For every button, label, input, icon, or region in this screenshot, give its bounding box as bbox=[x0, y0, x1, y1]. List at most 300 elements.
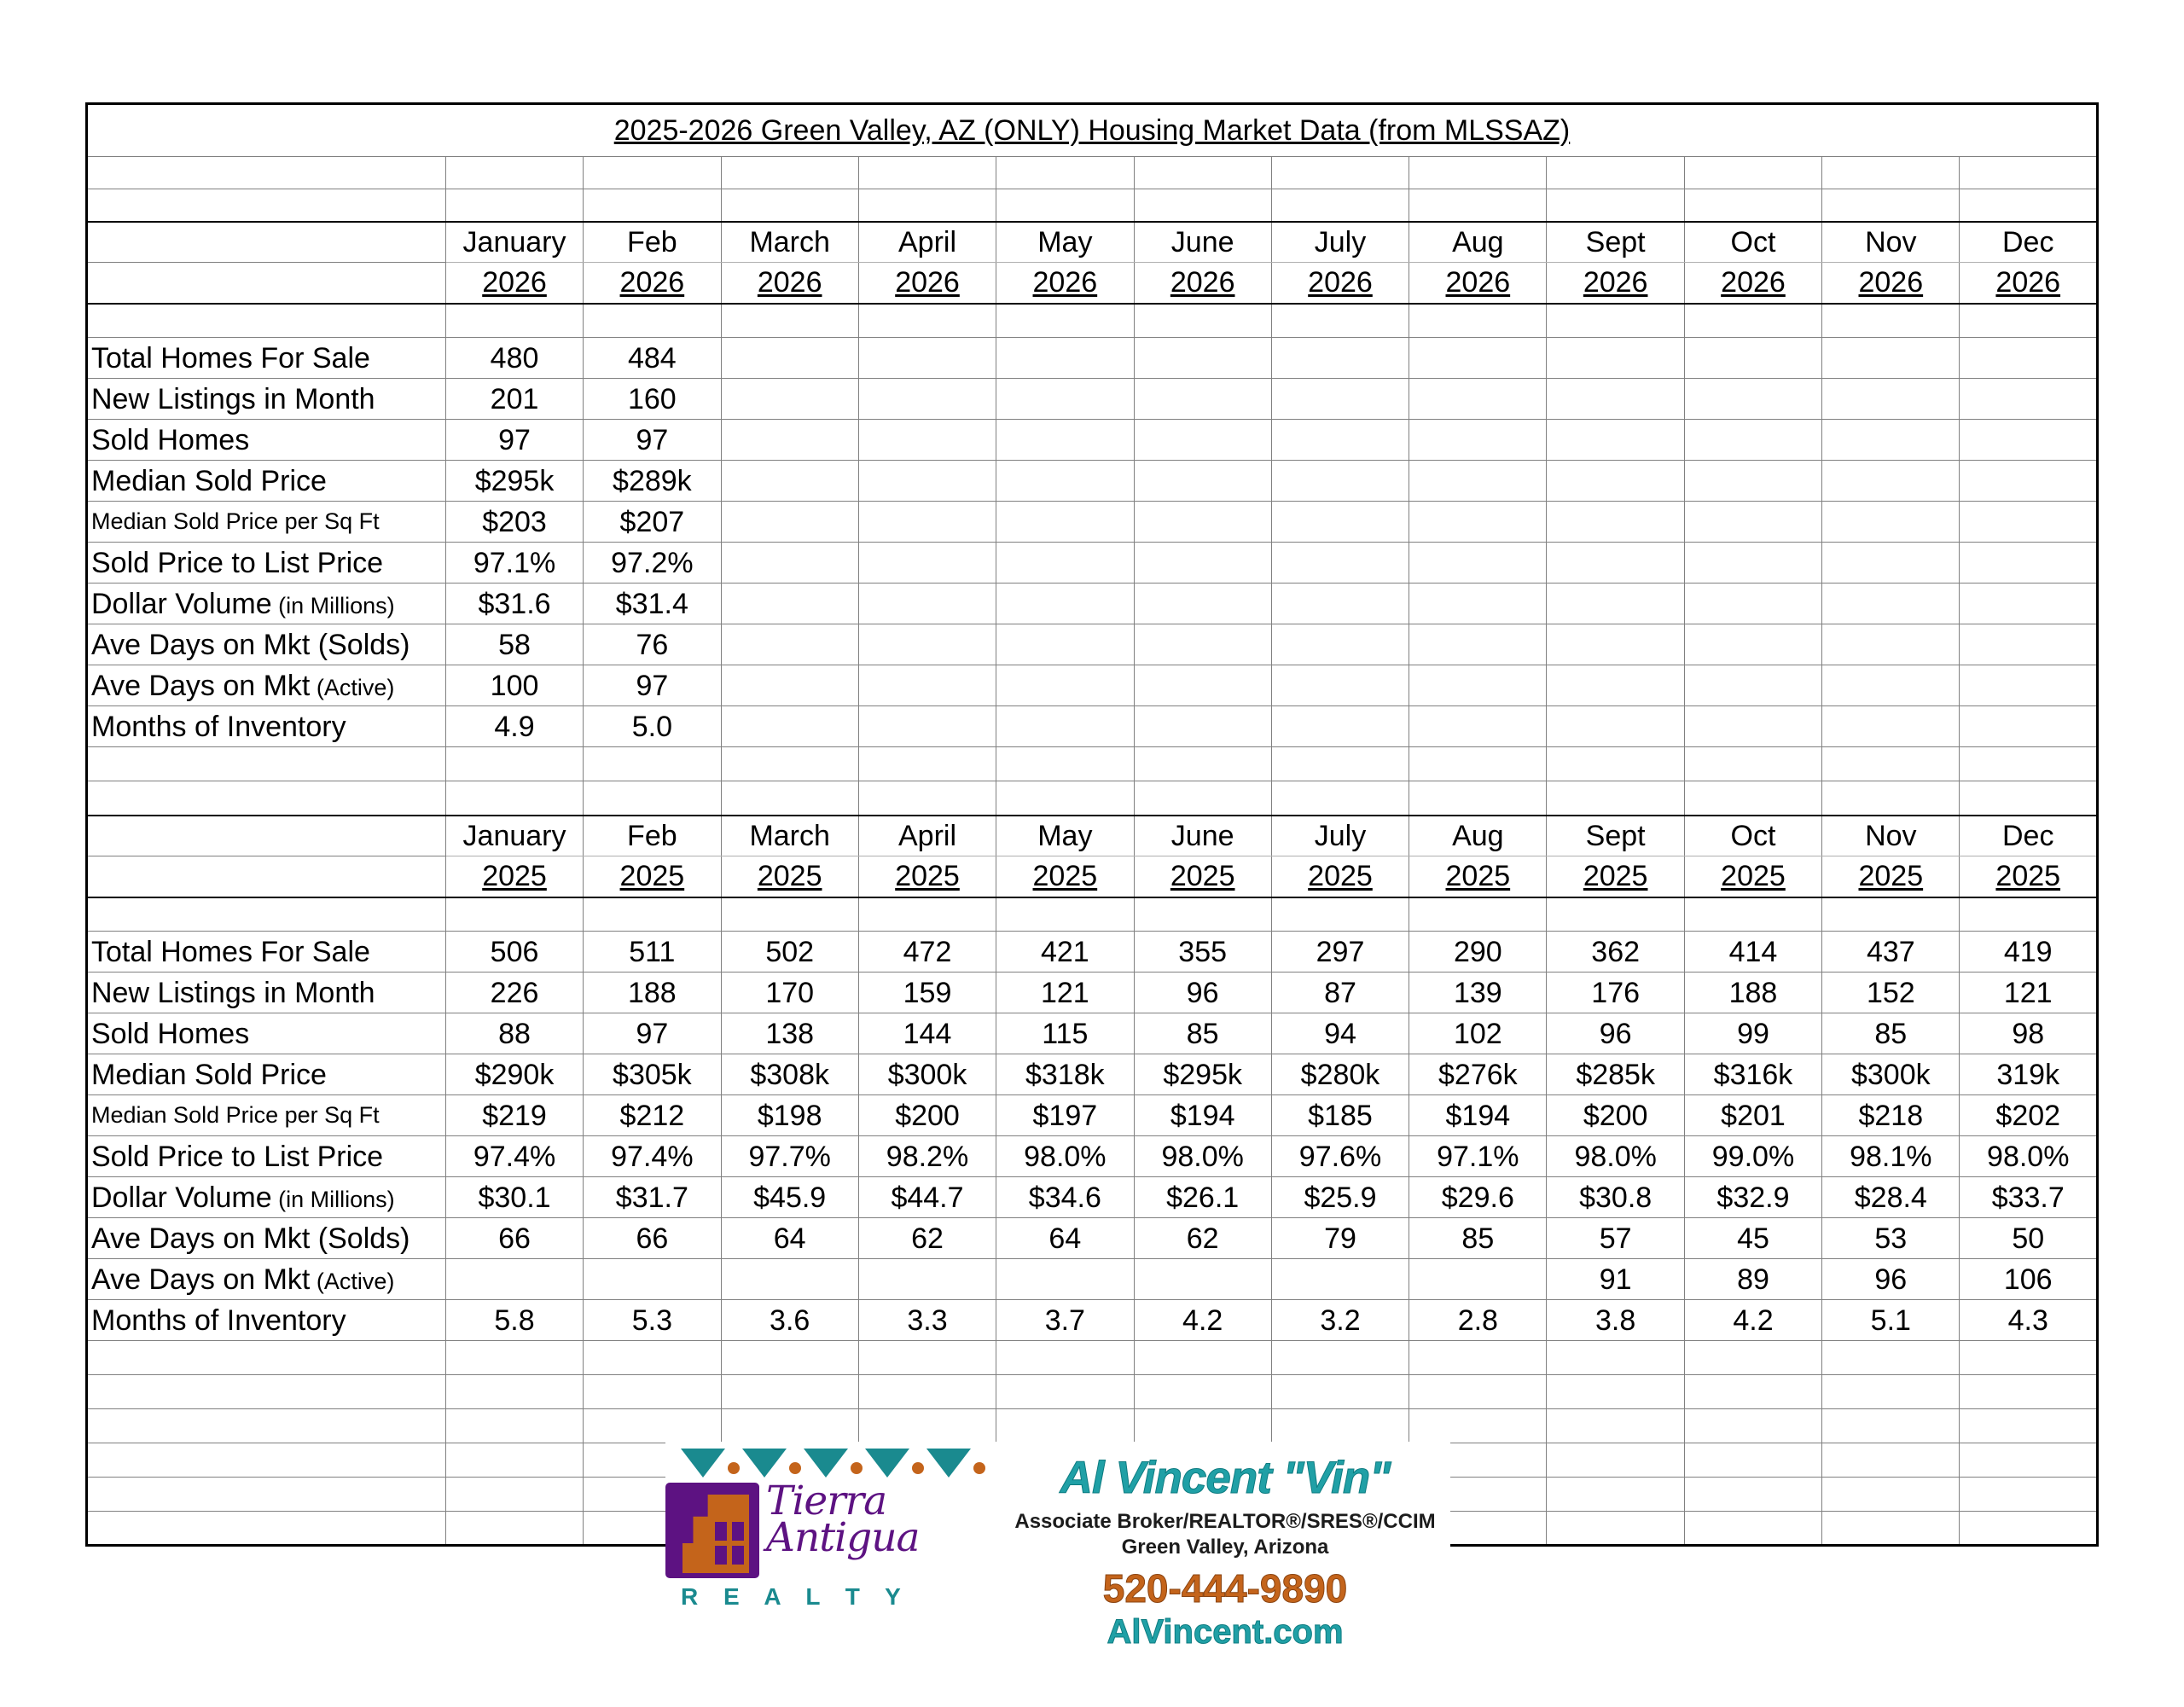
data-cell: 176 bbox=[1547, 973, 1684, 1013]
empty-cell bbox=[87, 1375, 446, 1409]
empty-cell bbox=[87, 1409, 446, 1443]
column-header-year bbox=[1134, 856, 1271, 897]
data-cell: 160 bbox=[584, 379, 721, 420]
empty-cell bbox=[1960, 897, 2098, 932]
empty-cell bbox=[445, 157, 583, 189]
column-header-year-text: 2025 bbox=[1721, 860, 1786, 893]
empty-cell bbox=[584, 304, 721, 338]
data-cell bbox=[996, 584, 1134, 624]
data-cell: $198 bbox=[721, 1095, 858, 1136]
data-cell: 414 bbox=[1684, 932, 1821, 973]
page-title-text: 2025-2026 Green Valley, AZ (ONLY) Housing Market Data (from MLSSAZ) bbox=[613, 114, 1571, 147]
data-cell: 506 bbox=[445, 932, 583, 973]
data-cell: $25.9 bbox=[1271, 1177, 1409, 1218]
data-cell bbox=[1271, 338, 1409, 379]
data-cell bbox=[1822, 584, 1960, 624]
data-cell bbox=[858, 543, 996, 584]
row-label-sub: (in Millions) bbox=[271, 592, 395, 618]
empty-cell bbox=[1409, 747, 1547, 781]
table-row bbox=[87, 222, 2098, 263]
empty-cell bbox=[1822, 304, 1960, 338]
data-cell: 85 bbox=[1822, 1013, 1960, 1054]
empty-cell bbox=[87, 157, 446, 189]
empty-cell bbox=[445, 781, 583, 816]
dot-icon bbox=[912, 1462, 924, 1474]
empty-cell bbox=[1960, 781, 2098, 816]
table-row bbox=[87, 747, 2098, 781]
data-cell bbox=[1684, 461, 1821, 502]
data-cell bbox=[1409, 624, 1547, 665]
table-row bbox=[87, 189, 2098, 222]
column-header-year-text: 2026 bbox=[757, 266, 822, 299]
column-header-year-text: 2026 bbox=[1032, 266, 1098, 299]
data-cell: $207 bbox=[584, 502, 721, 543]
data-cell bbox=[1547, 543, 1684, 584]
data-cell bbox=[1271, 584, 1409, 624]
empty-cell bbox=[1409, 304, 1547, 338]
empty-cell bbox=[584, 897, 721, 932]
empty-cell bbox=[87, 1341, 446, 1375]
empty-cell bbox=[1822, 1341, 1960, 1375]
data-cell: $219 bbox=[445, 1095, 583, 1136]
data-cell: 362 bbox=[1547, 932, 1684, 973]
table-row bbox=[87, 543, 2098, 584]
data-cell: $318k bbox=[996, 1054, 1134, 1095]
empty-cell bbox=[1271, 1341, 1409, 1375]
data-cell bbox=[1960, 706, 2098, 747]
row-label: Median Sold Price per Sq Ft bbox=[87, 502, 446, 543]
empty-cell bbox=[1547, 747, 1684, 781]
data-cell: 85 bbox=[1409, 1218, 1547, 1259]
column-header-year-text: 2026 bbox=[895, 266, 960, 299]
header-row-year-blank bbox=[87, 263, 446, 304]
empty-cell bbox=[1409, 897, 1547, 932]
empty-cell bbox=[1684, 897, 1821, 932]
column-header-year-text: 2026 bbox=[1583, 266, 1648, 299]
data-cell: 97.1% bbox=[445, 543, 583, 584]
column-header-year-text: 2026 bbox=[1995, 266, 2061, 299]
column-header-month: March bbox=[721, 222, 858, 263]
column-header-month: Oct bbox=[1684, 222, 1821, 263]
agent-location: Green Valley, Arizona bbox=[1121, 1536, 1329, 1559]
empty-cell bbox=[445, 747, 583, 781]
data-cell bbox=[996, 543, 1134, 584]
data-cell: $30.8 bbox=[1547, 1177, 1684, 1218]
empty-cell bbox=[721, 1409, 858, 1443]
row-label: Ave Days on Mkt (Solds) bbox=[87, 624, 446, 665]
data-cell: 4.9 bbox=[445, 706, 583, 747]
row-label: New Listings in Month bbox=[87, 973, 446, 1013]
spreadsheet bbox=[85, 102, 2099, 1547]
data-cell bbox=[1822, 543, 1960, 584]
data-cell bbox=[1822, 706, 1960, 747]
empty-cell bbox=[1547, 157, 1684, 189]
empty-cell bbox=[858, 157, 996, 189]
data-cell bbox=[1409, 461, 1547, 502]
data-cell bbox=[996, 461, 1134, 502]
data-cell bbox=[1134, 502, 1271, 543]
row-label-sub: (Active) bbox=[310, 1268, 395, 1294]
row-label: Dollar Volume (in Millions) bbox=[87, 584, 446, 624]
empty-cell bbox=[87, 189, 446, 222]
data-cell: $45.9 bbox=[721, 1177, 858, 1218]
data-cell bbox=[721, 502, 858, 543]
column-header-year bbox=[1960, 263, 2098, 304]
data-cell: 3.2 bbox=[1271, 1300, 1409, 1341]
data-cell: 62 bbox=[858, 1218, 996, 1259]
data-cell: $30.1 bbox=[445, 1177, 583, 1218]
data-cell: 66 bbox=[445, 1218, 583, 1259]
data-cell bbox=[1684, 502, 1821, 543]
data-cell bbox=[1134, 420, 1271, 461]
empty-cell bbox=[721, 897, 858, 932]
table-row bbox=[87, 1095, 2098, 1136]
data-cell bbox=[721, 338, 858, 379]
row-label: Months of Inventory bbox=[87, 1300, 446, 1341]
column-header-year bbox=[1960, 856, 2098, 897]
data-cell bbox=[1822, 338, 1960, 379]
column-header-month: March bbox=[721, 816, 858, 856]
empty-cell bbox=[1822, 1375, 1960, 1409]
data-cell bbox=[445, 1259, 583, 1300]
data-cell bbox=[1822, 624, 1960, 665]
data-cell: 170 bbox=[721, 973, 858, 1013]
data-cell: 106 bbox=[1960, 1259, 2098, 1300]
empty-cell bbox=[996, 157, 1134, 189]
data-cell bbox=[858, 1259, 996, 1300]
header-row-label-blank bbox=[87, 222, 446, 263]
agent-phone[interactable]: 520-444-9890 bbox=[1102, 1566, 1348, 1611]
data-cell bbox=[1547, 624, 1684, 665]
data-cell: $28.4 bbox=[1822, 1177, 1960, 1218]
data-cell bbox=[1684, 665, 1821, 706]
data-cell bbox=[1547, 502, 1684, 543]
table-row bbox=[87, 584, 2098, 624]
data-cell: 419 bbox=[1960, 932, 2098, 973]
data-cell: 87 bbox=[1271, 973, 1409, 1013]
data-cell bbox=[996, 379, 1134, 420]
data-cell: 121 bbox=[996, 973, 1134, 1013]
empty-cell bbox=[858, 304, 996, 338]
data-cell bbox=[1960, 584, 2098, 624]
table-row bbox=[87, 338, 2098, 379]
data-cell bbox=[1960, 379, 2098, 420]
data-cell: 319k bbox=[1960, 1054, 2098, 1095]
empty-cell bbox=[1547, 1375, 1684, 1409]
data-cell: $197 bbox=[996, 1095, 1134, 1136]
empty-cell bbox=[1409, 157, 1547, 189]
empty-cell bbox=[858, 1409, 996, 1443]
dot-icon bbox=[789, 1462, 801, 1474]
table-row bbox=[87, 1259, 2098, 1300]
data-cell: 85 bbox=[1134, 1013, 1271, 1054]
column-header-year-text: 2025 bbox=[619, 860, 685, 893]
data-cell: 3.8 bbox=[1547, 1300, 1684, 1341]
data-cell bbox=[1684, 338, 1821, 379]
empty-cell bbox=[1684, 1409, 1821, 1443]
data-cell bbox=[584, 1259, 721, 1300]
empty-cell bbox=[858, 1341, 996, 1375]
adobe-house-icon bbox=[665, 1483, 759, 1578]
data-cell: $32.9 bbox=[1684, 1177, 1821, 1218]
column-header-month: Nov bbox=[1822, 222, 1960, 263]
empty-cell bbox=[1684, 304, 1821, 338]
data-cell: 99.0% bbox=[1684, 1136, 1821, 1177]
data-cell bbox=[996, 624, 1134, 665]
empty-cell bbox=[1547, 897, 1684, 932]
column-header-year-text: 2025 bbox=[1032, 860, 1098, 893]
table-row bbox=[87, 816, 2098, 856]
data-cell: 5.0 bbox=[584, 706, 721, 747]
empty-cell bbox=[721, 157, 858, 189]
column-header-month: January bbox=[445, 816, 583, 856]
column-header-year-text: 2025 bbox=[1858, 860, 1924, 893]
empty-cell bbox=[445, 304, 583, 338]
data-cell: $200 bbox=[858, 1095, 996, 1136]
column-header-year-text: 2025 bbox=[1170, 860, 1235, 893]
data-cell: 62 bbox=[1134, 1218, 1271, 1259]
data-cell bbox=[1547, 461, 1684, 502]
data-cell bbox=[721, 624, 858, 665]
data-cell: 97 bbox=[584, 665, 721, 706]
data-cell: 97 bbox=[445, 420, 583, 461]
agent-title: Associate Broker/REALTOR®/SRES®/CCIM bbox=[1014, 1510, 1436, 1533]
table-row bbox=[87, 706, 2098, 747]
empty-cell bbox=[996, 304, 1134, 338]
column-header-year-text: 2025 bbox=[482, 860, 547, 893]
table-row bbox=[87, 1013, 2098, 1054]
data-cell: 94 bbox=[1271, 1013, 1409, 1054]
data-cell: $276k bbox=[1409, 1054, 1547, 1095]
empty-cell bbox=[584, 1341, 721, 1375]
column-header-month: April bbox=[858, 222, 996, 263]
column-header-year-text: 2026 bbox=[1170, 266, 1235, 299]
data-cell: 100 bbox=[445, 665, 583, 706]
data-cell bbox=[1960, 461, 2098, 502]
empty-cell bbox=[1960, 157, 2098, 189]
table-row bbox=[87, 263, 2098, 304]
column-header-month: January bbox=[445, 222, 583, 263]
data-cell: 97 bbox=[584, 1013, 721, 1054]
column-header-month: July bbox=[1271, 222, 1409, 263]
data-cell: 188 bbox=[1684, 973, 1821, 1013]
data-cell bbox=[721, 543, 858, 584]
empty-cell bbox=[87, 781, 446, 816]
row-label: Ave Days on Mkt (Active) bbox=[87, 665, 446, 706]
dot-icon bbox=[851, 1462, 863, 1474]
data-cell: 98.0% bbox=[1960, 1136, 2098, 1177]
empty-cell bbox=[1271, 157, 1409, 189]
table-row bbox=[87, 856, 2098, 897]
data-cell bbox=[858, 624, 996, 665]
table-row bbox=[87, 665, 2098, 706]
data-cell bbox=[1409, 665, 1547, 706]
column-header-year-text: 2026 bbox=[1721, 266, 1786, 299]
empty-cell bbox=[1822, 1512, 1960, 1546]
data-cell: 96 bbox=[1547, 1013, 1684, 1054]
data-cell: $44.7 bbox=[858, 1177, 996, 1218]
data-cell: 98.0% bbox=[996, 1136, 1134, 1177]
data-cell bbox=[1409, 584, 1547, 624]
data-cell bbox=[1409, 379, 1547, 420]
data-cell bbox=[1409, 706, 1547, 747]
data-cell: 98 bbox=[1960, 1013, 2098, 1054]
empty-cell bbox=[1547, 1478, 1684, 1512]
empty-cell bbox=[1547, 781, 1684, 816]
column-header-year bbox=[1547, 263, 1684, 304]
row-label-sub: (in Millions) bbox=[271, 1186, 395, 1212]
data-cell: 4.2 bbox=[1134, 1300, 1271, 1341]
data-cell: 98.0% bbox=[1134, 1136, 1271, 1177]
data-cell bbox=[1960, 543, 2098, 584]
row-label: Ave Days on Mkt (Active) bbox=[87, 1259, 446, 1300]
empty-cell bbox=[1960, 1443, 2098, 1478]
empty-cell bbox=[584, 1375, 721, 1409]
empty-cell bbox=[1271, 1409, 1409, 1443]
agent-name: Al Vincent "Vin" bbox=[1060, 1453, 1391, 1503]
data-cell: $308k bbox=[721, 1054, 858, 1095]
table-row bbox=[87, 1136, 2098, 1177]
table-row bbox=[87, 379, 2098, 420]
table-row bbox=[87, 781, 2098, 816]
data-cell: 226 bbox=[445, 973, 583, 1013]
housing-market-table bbox=[85, 102, 2099, 1547]
data-cell: 144 bbox=[858, 1013, 996, 1054]
column-header-year bbox=[584, 263, 721, 304]
data-cell: 97.4% bbox=[445, 1136, 583, 1177]
table-row bbox=[87, 973, 2098, 1013]
data-cell bbox=[1547, 420, 1684, 461]
data-cell: $305k bbox=[584, 1054, 721, 1095]
empty-cell bbox=[584, 157, 721, 189]
data-cell bbox=[1684, 543, 1821, 584]
data-cell: 91 bbox=[1547, 1259, 1684, 1300]
data-cell: $29.6 bbox=[1409, 1177, 1547, 1218]
data-cell: $34.6 bbox=[996, 1177, 1134, 1218]
empty-cell bbox=[996, 1375, 1134, 1409]
data-cell: 4.3 bbox=[1960, 1300, 2098, 1341]
row-label-sub: (Active) bbox=[310, 674, 395, 700]
dot-icon bbox=[973, 1462, 985, 1474]
data-cell: 3.7 bbox=[996, 1300, 1134, 1341]
empty-cell bbox=[1822, 1409, 1960, 1443]
data-cell bbox=[1134, 584, 1271, 624]
column-header-year bbox=[996, 263, 1134, 304]
data-cell bbox=[1960, 502, 2098, 543]
data-cell: 484 bbox=[584, 338, 721, 379]
row-label: Median Sold Price bbox=[87, 1054, 446, 1095]
empty-cell bbox=[584, 189, 721, 222]
column-header-month: Dec bbox=[1960, 222, 2098, 263]
empty-cell bbox=[1271, 304, 1409, 338]
data-cell: 3.6 bbox=[721, 1300, 858, 1341]
data-cell bbox=[721, 1259, 858, 1300]
column-header-month: Aug bbox=[1409, 816, 1547, 856]
empty-cell bbox=[1409, 781, 1547, 816]
data-cell bbox=[1271, 1259, 1409, 1300]
empty-cell bbox=[87, 747, 446, 781]
data-cell: 45 bbox=[1684, 1218, 1821, 1259]
row-label: Median Sold Price bbox=[87, 461, 446, 502]
empty-cell bbox=[1822, 1443, 1960, 1478]
empty-cell bbox=[1134, 781, 1271, 816]
empty-cell bbox=[1134, 304, 1271, 338]
data-cell bbox=[996, 502, 1134, 543]
column-header-year bbox=[1684, 856, 1821, 897]
data-cell bbox=[721, 379, 858, 420]
column-header-month: May bbox=[996, 816, 1134, 856]
data-cell: 57 bbox=[1547, 1218, 1684, 1259]
data-cell bbox=[996, 338, 1134, 379]
data-cell bbox=[858, 461, 996, 502]
data-cell: 5.3 bbox=[584, 1300, 721, 1341]
empty-cell bbox=[1134, 157, 1271, 189]
agent-website-link[interactable]: AlVincent.com bbox=[1107, 1613, 1344, 1651]
data-cell bbox=[996, 665, 1134, 706]
empty-cell bbox=[1547, 189, 1684, 222]
data-cell: $300k bbox=[1822, 1054, 1960, 1095]
data-cell bbox=[1547, 706, 1684, 747]
data-cell bbox=[1409, 543, 1547, 584]
data-cell: 102 bbox=[1409, 1013, 1547, 1054]
brokerage-tagline: R E A L T Y bbox=[681, 1583, 910, 1610]
data-cell: 297 bbox=[1271, 932, 1409, 973]
data-cell: 64 bbox=[996, 1218, 1134, 1259]
data-cell: 437 bbox=[1822, 932, 1960, 973]
empty-cell bbox=[996, 1341, 1134, 1375]
table-row bbox=[87, 502, 2098, 543]
column-header-month: Aug bbox=[1409, 222, 1547, 263]
data-cell bbox=[1134, 1259, 1271, 1300]
data-cell bbox=[1822, 461, 1960, 502]
data-cell bbox=[1134, 338, 1271, 379]
data-cell: 96 bbox=[1822, 1259, 1960, 1300]
data-cell bbox=[858, 338, 996, 379]
data-cell bbox=[1684, 379, 1821, 420]
data-cell bbox=[1271, 420, 1409, 461]
row-label: Sold Price to List Price bbox=[87, 1136, 446, 1177]
empty-cell bbox=[721, 304, 858, 338]
empty-cell bbox=[1547, 1512, 1684, 1546]
data-cell: 511 bbox=[584, 932, 721, 973]
data-cell bbox=[1134, 379, 1271, 420]
data-cell bbox=[1271, 543, 1409, 584]
branding-footer bbox=[665, 1442, 1450, 1655]
data-cell: 79 bbox=[1271, 1218, 1409, 1259]
column-header-year bbox=[1271, 263, 1409, 304]
data-cell bbox=[996, 706, 1134, 747]
column-header-year bbox=[858, 856, 996, 897]
row-label: Ave Days on Mkt (Solds) bbox=[87, 1218, 446, 1259]
empty-cell bbox=[996, 747, 1134, 781]
data-cell bbox=[721, 706, 858, 747]
data-cell bbox=[1547, 584, 1684, 624]
triangle-icon bbox=[865, 1449, 909, 1478]
data-cell: 3.3 bbox=[858, 1300, 996, 1341]
empty-cell bbox=[584, 781, 721, 816]
data-cell bbox=[1960, 420, 2098, 461]
data-cell: 139 bbox=[1409, 973, 1547, 1013]
empty-cell bbox=[1684, 157, 1821, 189]
column-header-month: April bbox=[858, 816, 996, 856]
column-header-year-text: 2026 bbox=[619, 266, 685, 299]
empty-cell bbox=[584, 747, 721, 781]
column-header-month: May bbox=[996, 222, 1134, 263]
table-row bbox=[87, 420, 2098, 461]
empty-cell bbox=[445, 1409, 583, 1443]
data-cell: $300k bbox=[858, 1054, 996, 1095]
data-cell: 58 bbox=[445, 624, 583, 665]
